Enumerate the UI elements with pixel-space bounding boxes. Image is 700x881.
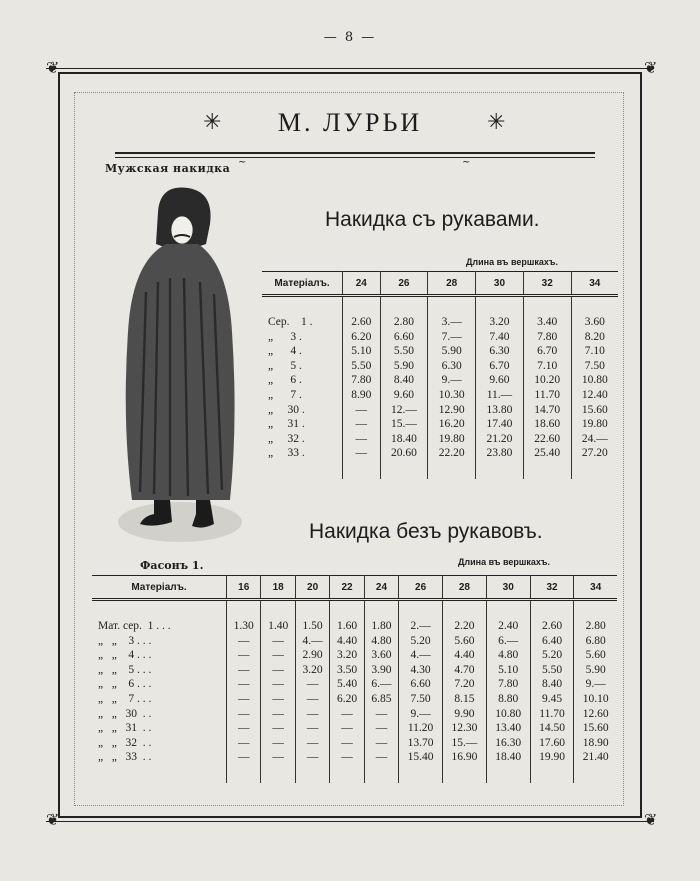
price-cell: 9.90 — [443, 707, 487, 722]
corner-ornament: ❦ — [46, 58, 60, 77]
page-number: — 8 — — [323, 30, 377, 45]
price-cell: 7.10 — [523, 359, 571, 374]
price-cell: 9.45 — [530, 692, 574, 707]
price-cell: 7.80 — [343, 373, 381, 388]
price-cell: 7.40 — [476, 330, 524, 345]
price-cell: 8.20 — [571, 330, 618, 345]
price-cell: 1.50 — [295, 619, 329, 634]
price-cell: 23.80 — [476, 446, 524, 461]
price-cell: — — [227, 736, 261, 751]
price-cell: 12.40 — [571, 388, 618, 403]
price-cell: 3.40 — [523, 315, 571, 330]
price-cell: 17.60 — [530, 736, 574, 751]
table-row — [92, 663, 617, 678]
price-cell: 5.10 — [343, 344, 381, 359]
price-cell: — — [295, 692, 329, 707]
price-cell: 15.— — [380, 417, 428, 432]
material-cell: „ 31 . — [268, 418, 305, 431]
price-cell: 5.90 — [428, 344, 476, 359]
corner-ornament: ❦ — [644, 58, 658, 77]
price-cell: 6.60 — [380, 330, 428, 345]
material-cell: „ „ 32 . . — [98, 736, 152, 749]
table-spacer — [262, 296, 618, 316]
table1-subtitle: Длина въ вершкахъ. — [466, 257, 558, 267]
table-row — [262, 388, 618, 403]
table-row — [92, 750, 617, 765]
price-cell: — — [295, 736, 329, 751]
price-cell: 2.— — [399, 619, 443, 634]
price-cell: — — [227, 663, 261, 678]
table-row — [92, 721, 617, 736]
price-cell: 7.10 — [571, 344, 618, 359]
length-header: 30 — [486, 576, 530, 600]
table1-header-row — [262, 272, 618, 296]
price-cell: 6.80 — [574, 634, 617, 649]
material-cell: „ 5 . — [268, 359, 302, 372]
table-row — [262, 446, 618, 461]
cape-illustration — [110, 182, 250, 547]
price-cell: 5.50 — [380, 344, 428, 359]
length-header: 30 — [476, 272, 524, 296]
material-cell: „ „ 7 . . . — [98, 692, 152, 705]
price-cell: 11.70 — [523, 388, 571, 403]
price-cell: 9.60 — [476, 373, 524, 388]
price-cell: 5.90 — [574, 663, 617, 678]
material-cell: „ 6 . — [268, 374, 302, 387]
header-rule — [115, 152, 595, 158]
price-cell: 2.20 — [443, 619, 487, 634]
price-cell: 7.80 — [523, 330, 571, 345]
table-row — [92, 692, 617, 707]
price-cell: 10.80 — [486, 707, 530, 722]
table-row — [92, 736, 617, 751]
price-cell: 16.90 — [443, 750, 487, 765]
table-spacer — [92, 765, 617, 783]
price-cell: 11.— — [476, 388, 524, 403]
price-cell: — — [227, 750, 261, 765]
price-cell: 27.20 — [571, 446, 618, 461]
price-cell: 19.80 — [571, 417, 618, 432]
price-cell: 16.20 — [428, 417, 476, 432]
price-cell: 6.20 — [343, 330, 381, 345]
length-header: 32 — [523, 272, 571, 296]
table-sleeveless-cape — [92, 575, 617, 783]
price-cell: 22.60 — [523, 432, 571, 447]
price-cell: 8.15 — [443, 692, 487, 707]
material-cell: „ „ 4 . . . — [98, 649, 152, 662]
price-cell: 15.60 — [571, 403, 618, 418]
price-cell: 5.60 — [443, 634, 487, 649]
price-cell: — — [227, 707, 261, 722]
price-cell: 20.60 — [380, 446, 428, 461]
price-cell: 2.60 — [343, 315, 381, 330]
price-cell: 2.80 — [380, 315, 428, 330]
table-sleeved-cape — [262, 271, 618, 479]
price-cell: — — [364, 707, 398, 722]
length-header: 20 — [295, 576, 329, 600]
price-cell: 17.40 — [476, 417, 524, 432]
price-cell: 12.60 — [574, 707, 617, 722]
price-cell: — — [261, 750, 295, 765]
table-row — [262, 359, 618, 374]
price-cell: 6.— — [486, 634, 530, 649]
price-cell: 3.20 — [476, 315, 524, 330]
price-cell: 6.85 — [364, 692, 398, 707]
length-header: 26 — [380, 272, 428, 296]
price-cell: 4.80 — [486, 648, 530, 663]
price-cell: 13.40 — [486, 721, 530, 736]
price-cell: 15.40 — [399, 750, 443, 765]
price-cell: 12.30 — [443, 721, 487, 736]
price-cell: — — [330, 750, 364, 765]
price-cell: 5.50 — [343, 359, 381, 374]
length-header: 32 — [530, 576, 574, 600]
price-cell: — — [261, 648, 295, 663]
price-cell: 11.20 — [399, 721, 443, 736]
price-cell: 14.50 — [530, 721, 574, 736]
material-cell: „ „ 30 . . — [98, 707, 152, 720]
table-row — [92, 619, 617, 634]
price-cell: 1.40 — [261, 619, 295, 634]
price-cell: 6.40 — [530, 634, 574, 649]
price-cell: 19.90 — [530, 750, 574, 765]
table2-header-row — [92, 576, 617, 600]
corner-ornament: ❦ — [644, 810, 658, 829]
material-cell: „ 30 . — [268, 403, 305, 416]
price-cell: 1.80 — [364, 619, 398, 634]
material-cell: „ „ 5 . . . — [98, 663, 152, 676]
price-cell: — — [330, 707, 364, 722]
price-cell: — — [364, 750, 398, 765]
table1-title: Накидка съ рукавами. — [325, 208, 540, 231]
price-cell: 10.10 — [574, 692, 617, 707]
price-cell: — — [227, 721, 261, 736]
price-cell: 5.20 — [399, 634, 443, 649]
table-row — [262, 403, 618, 418]
length-header: 26 — [399, 576, 443, 600]
price-cell: 7.20 — [443, 677, 487, 692]
price-cell: 3.20 — [330, 648, 364, 663]
price-cell: — — [227, 677, 261, 692]
price-cell: — — [330, 721, 364, 736]
table-row — [92, 648, 617, 663]
price-cell: — — [295, 750, 329, 765]
figure-label: Фасонъ 1. — [140, 559, 204, 572]
table-row — [92, 677, 617, 692]
rule-ornament: ~ — [238, 157, 247, 168]
price-cell: — — [295, 721, 329, 736]
price-cell: 19.80 — [428, 432, 476, 447]
price-cell: 8.40 — [530, 677, 574, 692]
price-cell: — — [227, 634, 261, 649]
length-header: 24 — [343, 272, 381, 296]
price-cell: 13.70 — [399, 736, 443, 751]
price-cell: 21.20 — [476, 432, 524, 447]
price-cell: 9.— — [574, 677, 617, 692]
price-cell: 1.30 — [227, 619, 261, 634]
price-cell: — — [261, 677, 295, 692]
material-cell: „ 33 . — [268, 447, 305, 460]
price-cell: 5.90 — [380, 359, 428, 374]
corner-ornament: ❦ — [46, 810, 60, 829]
material-cell: „ 32 . — [268, 432, 305, 445]
table-spacer — [262, 461, 618, 479]
price-cell: 3.60 — [571, 315, 618, 330]
price-cell: 3.60 — [364, 648, 398, 663]
price-cell: 15.— — [443, 736, 487, 751]
price-cell: 9.60 — [380, 388, 428, 403]
figure-shadow — [118, 502, 242, 542]
price-cell: 6.20 — [330, 692, 364, 707]
price-cell: 3.20 — [295, 663, 329, 678]
price-cell: — — [261, 721, 295, 736]
length-header: 16 — [227, 576, 261, 600]
price-cell: 5.20 — [530, 648, 574, 663]
price-cell: 10.30 — [428, 388, 476, 403]
price-cell: — — [343, 446, 381, 461]
price-cell: 4.40 — [443, 648, 487, 663]
table-row — [262, 315, 618, 330]
price-cell: — — [261, 634, 295, 649]
table-row — [92, 634, 617, 649]
price-cell: 24.— — [571, 432, 618, 447]
price-cell: — — [261, 736, 295, 751]
material-cell: „ 3 . — [268, 330, 302, 343]
material-cell: „ „ 3 . . . — [98, 634, 152, 647]
price-cell: 4.40 — [330, 634, 364, 649]
price-cell: 10.80 — [571, 373, 618, 388]
price-cell: 12.— — [380, 403, 428, 418]
material-cell: Мат. сер. 1 . . . — [98, 620, 171, 632]
face — [171, 216, 193, 244]
price-cell: — — [364, 721, 398, 736]
table-row — [262, 344, 618, 359]
price-cell: 9.— — [428, 373, 476, 388]
price-cell: 8.80 — [486, 692, 530, 707]
length-header: 34 — [571, 272, 618, 296]
table-row — [92, 707, 617, 722]
length-header: 22 — [330, 576, 364, 600]
price-cell: 18.40 — [486, 750, 530, 765]
price-cell: 6.70 — [476, 359, 524, 374]
length-header: 28 — [428, 272, 476, 296]
price-cell: 6.60 — [399, 677, 443, 692]
price-cell: — — [227, 692, 261, 707]
price-cell: 4.80 — [364, 634, 398, 649]
price-cell: 5.10 — [486, 663, 530, 678]
material-header: Матеріалъ. — [92, 576, 227, 600]
price-cell: 16.30 — [486, 736, 530, 751]
material-cell: Сер. 1 . — [268, 316, 313, 328]
price-cell: 5.40 — [330, 677, 364, 692]
price-cell: 25.40 — [523, 446, 571, 461]
price-cell: 3.50 — [330, 663, 364, 678]
firm-name: М. ЛУРЬИ — [277, 108, 423, 137]
price-cell: 2.60 — [530, 619, 574, 634]
price-cell: 3.90 — [364, 663, 398, 678]
header — [0, 108, 700, 138]
price-cell: 13.80 — [476, 403, 524, 418]
price-cell: — — [261, 663, 295, 678]
price-cell: 14.70 — [523, 403, 571, 418]
price-cell: 8.90 — [343, 388, 381, 403]
price-cell: — — [295, 677, 329, 692]
price-cell: 2.40 — [486, 619, 530, 634]
price-cell: 5.50 — [530, 663, 574, 678]
table-row — [262, 330, 618, 345]
length-header: 28 — [443, 576, 487, 600]
table-spacer — [92, 600, 617, 620]
material-cell: „ „ 31 . . — [98, 722, 152, 735]
price-cell: 10.20 — [523, 373, 571, 388]
price-cell: 8.40 — [380, 373, 428, 388]
price-cell: 1.60 — [330, 619, 364, 634]
price-cell: 7.80 — [486, 677, 530, 692]
table2-title: Накидка безъ рукавовъ. — [309, 520, 543, 543]
price-cell: 4.70 — [443, 663, 487, 678]
figure-caption: Мужская накидка — [105, 162, 231, 175]
price-cell: 4.30 — [399, 663, 443, 678]
length-header: 24 — [364, 576, 398, 600]
material-cell: „ 4 . — [268, 345, 302, 358]
price-cell: 3.— — [428, 315, 476, 330]
price-cell: — — [261, 707, 295, 722]
material-cell: „ „ 33 . . — [98, 751, 152, 764]
price-cell: — — [343, 432, 381, 447]
material-cell: „ 7 . — [268, 388, 302, 401]
price-cell: 4.— — [399, 648, 443, 663]
material-cell: „ „ 6 . . . — [98, 678, 152, 691]
price-cell: 5.60 — [574, 648, 617, 663]
table-row — [262, 417, 618, 432]
price-cell: 12.90 — [428, 403, 476, 418]
price-cell: 18.60 — [523, 417, 571, 432]
price-cell: — — [330, 736, 364, 751]
price-cell: 11.70 — [530, 707, 574, 722]
price-cell: 7.50 — [399, 692, 443, 707]
price-cell: 7.— — [428, 330, 476, 345]
price-cell: 18.40 — [380, 432, 428, 447]
price-cell: 6.— — [364, 677, 398, 692]
length-header: 18 — [261, 576, 295, 600]
price-cell: 6.70 — [523, 344, 571, 359]
price-cell: 4.— — [295, 634, 329, 649]
price-cell: 7.50 — [571, 359, 618, 374]
price-cell: — — [364, 736, 398, 751]
length-header: 34 — [574, 576, 617, 600]
table-row — [262, 373, 618, 388]
header-star-icon: ✳ — [487, 110, 506, 135]
material-header: Матеріалъ. — [262, 272, 343, 296]
price-cell: — — [343, 403, 381, 418]
price-cell: 6.30 — [428, 359, 476, 374]
price-cell: — — [295, 707, 329, 722]
rule-ornament: ~ — [462, 157, 471, 168]
price-cell: — — [343, 417, 381, 432]
price-cell: — — [261, 692, 295, 707]
price-cell: 15.60 — [574, 721, 617, 736]
header-star-icon: ✳ — [203, 110, 222, 135]
price-cell: 2.90 — [295, 648, 329, 663]
price-cell: — — [227, 648, 261, 663]
price-cell: 21.40 — [574, 750, 617, 765]
table2-subtitle: Длина въ вершкахъ. — [458, 557, 550, 567]
price-cell: 2.80 — [574, 619, 617, 634]
price-cell: 9.— — [399, 707, 443, 722]
price-cell: 6.30 — [476, 344, 524, 359]
price-cell: 18.90 — [574, 736, 617, 751]
price-cell: 22.20 — [428, 446, 476, 461]
table-row — [262, 432, 618, 447]
